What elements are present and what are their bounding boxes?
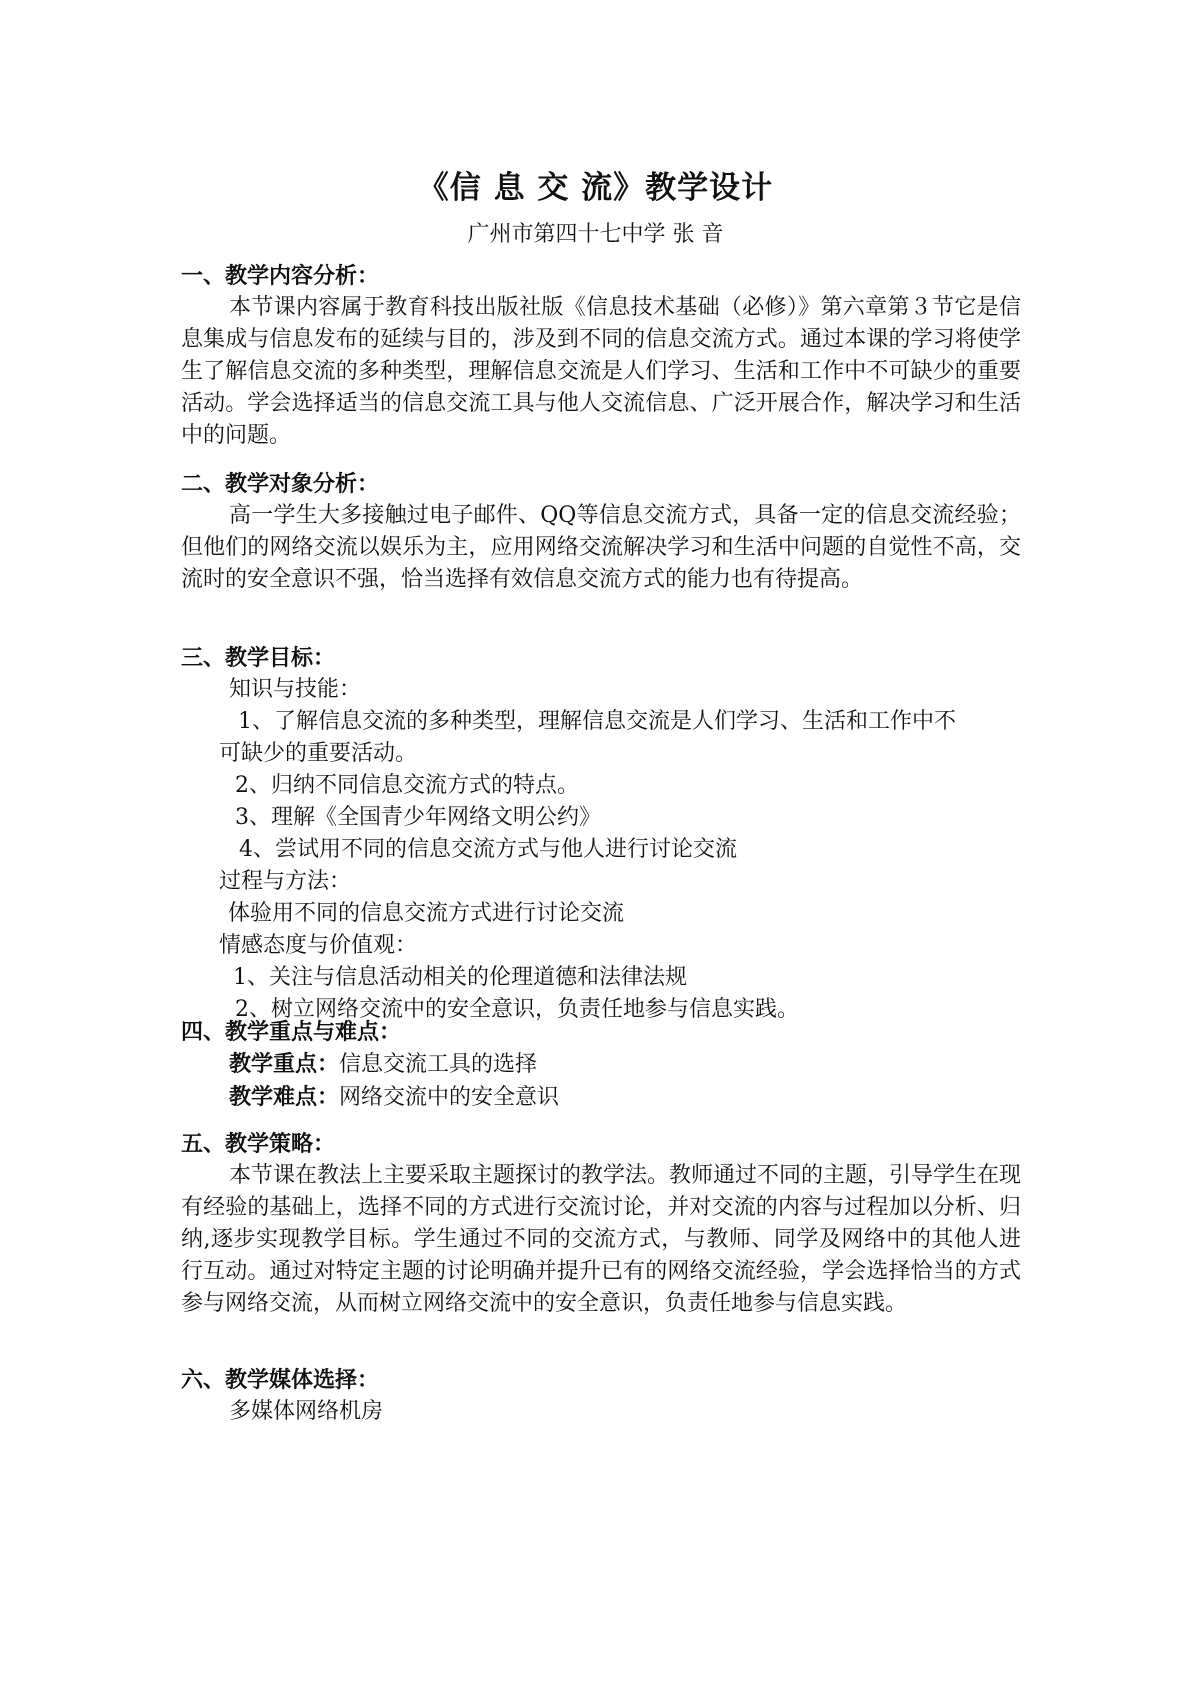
author-line: 广州市第四十七中学 张 音: [467, 222, 724, 247]
emotion-item: 1、关注与信息活动相关的伦理道德和法律法规: [233, 965, 687, 990]
difficult-point-row: [181, 1081, 1021, 1114]
knowledge-label: 知识与技能：: [229, 677, 362, 702]
key-point-row: [181, 1048, 1021, 1081]
emotion-label: 情感态度与价值观：: [219, 933, 418, 958]
section-heading: 三、教学目标：: [181, 645, 336, 671]
key-point-label: 教学重点：: [229, 1051, 340, 1077]
section-body: 多媒体网络机房: [229, 1399, 384, 1424]
section-student-analysis: [181, 468, 1021, 596]
section-content-analysis: [181, 260, 1021, 452]
section-objectives: [181, 642, 1021, 1026]
section-heading: 五、教学策略：: [181, 1131, 336, 1157]
difficult-point-value: 网络交流中的安全意识: [339, 1085, 560, 1110]
section-body: 本节课在教法上主要采取主题探讨的教学法。教师通过不同的主题，引导学生在现有经验的基础上，选择不同的方式进行交流讨论，并对交流的内容与过程加以分析、归纳,逐步实现教学目标。学生通过不同的交流方式，与教师、同学及网络中的其他人进行互动。通过对特定主题的讨论明确并提升已有的网络交流经验，学会选择恰当的方式参与网络交流，从而树立网络交流中的安全意识，负责任地参与信息实践。: [181, 1163, 1022, 1316]
process-label: 过程与方法：: [219, 869, 352, 894]
section-body: 高一学生大多接触过电子邮件、QQ等信息交流方式，具备一定的信息交流经验；但他们的网络交流以娱乐为主，应用网络交流解决学习和生活中问题的自觉性不高，交流时的安全意识不强，恰当选择有效信息交流方式的能力也有待提高。: [181, 503, 1021, 592]
knowledge-item: 3、理解《全国青少年网络文明公约》: [235, 805, 601, 830]
difficult-point-label: 教学难点：: [229, 1084, 340, 1110]
section-heading: 四、教学重点与难点：: [181, 1019, 402, 1045]
section-key-points: [181, 1016, 1021, 1114]
knowledge-item: 4、尝试用不同的信息交流方式与他人进行讨论交流: [239, 837, 737, 862]
section-media: [181, 1364, 1021, 1428]
section-heading: 一、教学内容分析：: [181, 263, 380, 289]
document-title: 《信 息 交 流》教学设计: [417, 170, 774, 206]
process-item: 体验用不同的信息交流方式进行讨论交流: [228, 901, 625, 926]
key-point-value: 信息交流工具的选择: [339, 1052, 538, 1077]
knowledge-item-continued: 可缺少的重要活动。: [219, 741, 418, 766]
section-heading: 二、教学对象分析：: [181, 471, 380, 497]
section-heading: 六、教学媒体选择：: [181, 1367, 380, 1393]
section-body: 本节课内容属于教育科技出版社版《信息技术基础（必修）》第六章第３节它是信息集成与信息发布的延续与目的，涉及到不同的信息交流方式。通过本课的学习将使学生了解信息交流的多种类型，理解信息交流是人们学习、生活和工作中不可缺少的重要活动。学会选择适当的信息交流工具与他人交流信息、广泛开展合作，解决学习和生活中的问题。: [181, 295, 1021, 448]
emotion-item: 2、树立网络交流中的安全意识，负责任地参与信息实践。: [235, 997, 799, 1022]
knowledge-item: 1、了解信息交流的多种类型，理解信息交流是人们学习、生活和工作中不: [238, 709, 956, 734]
knowledge-item: 2、归纳不同信息交流方式的特点。: [235, 773, 579, 798]
section-strategy: [181, 1128, 1021, 1320]
